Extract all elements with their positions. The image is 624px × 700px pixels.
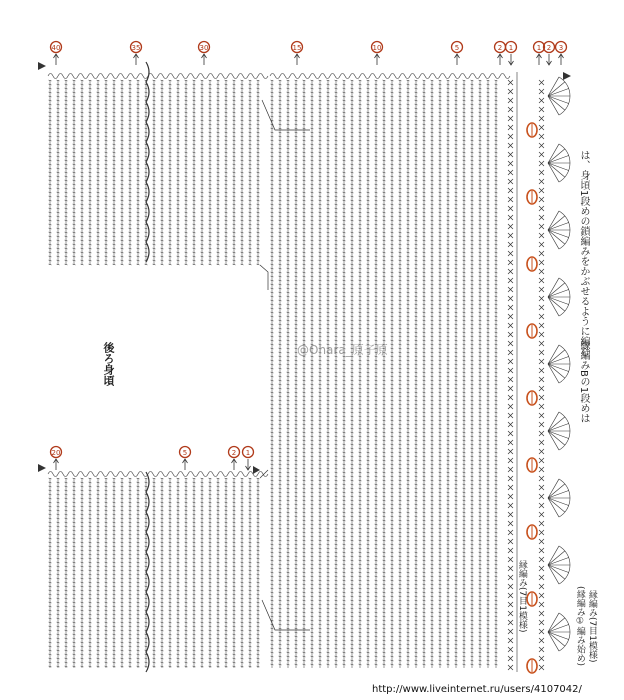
edge-x-stitch <box>508 224 513 229</box>
fan-shell-spoke <box>548 551 565 565</box>
fan-shell-spoke <box>548 163 565 177</box>
fan-shell-spoke <box>548 632 569 640</box>
fan-shell-spoke <box>548 565 559 584</box>
border-x-stitch <box>539 395 544 400</box>
fan-shell-spoke <box>548 297 565 311</box>
fan-shell <box>548 479 570 517</box>
fan-shell-spoke <box>548 624 569 632</box>
border-x-stitch <box>539 377 544 382</box>
fan-shell-spoke <box>548 297 559 316</box>
edge-x-stitch <box>508 611 513 616</box>
legend-edge-a: 縁編み(7目1模様) <box>516 560 527 633</box>
edge-x-stitch <box>508 116 513 121</box>
border-x-stitch <box>539 233 544 238</box>
edge-row-marker-label: 3 <box>558 44 564 52</box>
fan-shell-spoke <box>548 216 565 230</box>
edge-x-stitch <box>508 314 513 319</box>
border-x-stitch <box>539 638 544 643</box>
border-x-stitch <box>539 458 544 463</box>
border-x-stitch <box>539 404 544 409</box>
fan-shell-spoke <box>548 364 569 372</box>
edge-x-stitch <box>508 368 513 373</box>
edge-x-stitch <box>508 341 513 346</box>
edge-x-stitch <box>508 476 513 481</box>
fan-shell-spoke <box>548 230 569 238</box>
border-x-stitch <box>539 251 544 256</box>
edge-x-stitch <box>508 647 513 652</box>
lower-row-marker <box>180 447 191 471</box>
fan-shell-spoke <box>548 498 569 506</box>
edge-x-stitch <box>508 629 513 634</box>
start-triangle-icon <box>38 62 46 70</box>
border-x-stitch <box>539 314 544 319</box>
top-row-marker-label: 40 <box>51 44 61 52</box>
border-x-stitch <box>539 215 544 220</box>
border-x-stitch <box>539 485 544 490</box>
fan-shell-spoke <box>548 613 559 632</box>
fan-shell-spoke <box>548 96 559 115</box>
edge-x-stitch <box>508 404 513 409</box>
edge-x-stitch <box>508 350 513 355</box>
border-x-stitch <box>539 557 544 562</box>
edge-x-stitch <box>508 332 513 337</box>
border-x-stitch <box>539 260 544 265</box>
fan-shell-spoke <box>548 96 565 110</box>
border-x-stitch <box>539 116 544 121</box>
fan-shell-spoke <box>548 498 565 512</box>
fan-shell-spoke <box>548 77 559 96</box>
edge-x-stitch <box>508 98 513 103</box>
top-row-marker <box>452 42 463 66</box>
edge-x-stitch <box>508 287 513 292</box>
border-x-stitch <box>539 620 544 625</box>
border-x-stitch <box>539 125 544 130</box>
legend-line1: 縁編みBの1段めは <box>578 340 589 424</box>
fan-shell-spoke <box>548 412 559 431</box>
border-x-stitch <box>539 134 544 139</box>
border-x-stitch <box>539 152 544 157</box>
border-x-stitch <box>539 287 544 292</box>
edge-x-stitch <box>508 440 513 445</box>
border-x-stitch <box>539 188 544 193</box>
border-x-stitch <box>539 269 544 274</box>
lower-break-line <box>146 472 149 672</box>
border-x-stitch <box>539 143 544 148</box>
fan-shell-spoke <box>548 356 569 364</box>
upper-break-line <box>146 62 149 262</box>
edge-x-stitch <box>508 179 513 184</box>
border-x-stitch <box>539 494 544 499</box>
legend-pickup: 縁編み(7目1模様) <box>586 590 597 663</box>
border-x-stitch <box>539 170 544 175</box>
fan-shell-spoke <box>548 498 559 517</box>
border-x-stitch <box>539 647 544 652</box>
edge-x-stitch <box>508 296 513 301</box>
top-row-marker-label: 10 <box>372 44 382 52</box>
top-row-marker-label: 2 <box>497 44 503 52</box>
border-x-stitch <box>539 575 544 580</box>
edge-x-stitch <box>508 152 513 157</box>
border-x-stitch <box>539 350 544 355</box>
border-x-stitch <box>539 98 544 103</box>
edge-x-stitch <box>508 485 513 490</box>
edge-x-stitch <box>508 278 513 283</box>
edge-x-stitch <box>508 197 513 202</box>
fan-shell-spoke <box>548 417 565 431</box>
border-x-stitch <box>539 242 544 247</box>
border-x-stitch <box>539 584 544 589</box>
fan-shell-spoke <box>548 423 569 431</box>
fan-shell-spoke <box>548 632 559 651</box>
border-x-stitch <box>539 566 544 571</box>
main-chain-row <box>270 74 510 79</box>
border-x-stitch <box>539 413 544 418</box>
lower-chain-row <box>48 472 268 477</box>
border-x-stitch <box>539 629 544 634</box>
start-triangle-icon <box>38 464 46 472</box>
edge-x-stitch <box>508 665 513 670</box>
border-x-stitch <box>539 602 544 607</box>
border-x-stitch <box>539 431 544 436</box>
upper-chain-row <box>48 74 268 79</box>
fan-shell <box>548 278 570 316</box>
border-x-stitch <box>539 296 544 301</box>
edge-row-marker <box>544 42 555 66</box>
edge-x-stitch <box>508 107 513 112</box>
fan-shell-spoke <box>548 297 569 305</box>
fan-shell <box>548 211 570 249</box>
edge-x-stitch <box>508 449 513 454</box>
edge-x-stitch <box>508 467 513 472</box>
lower-row-marker-label: 2 <box>231 449 237 457</box>
top-row-marker <box>131 42 142 66</box>
edge-x-stitch <box>508 206 513 211</box>
edge-row-marker <box>534 42 545 66</box>
border-x-stitch <box>539 593 544 598</box>
edge-x-stitch <box>508 458 513 463</box>
fan-shell-spoke <box>548 484 565 498</box>
edge-x-stitch <box>508 188 513 193</box>
fan-shell-spoke <box>548 431 569 439</box>
border-x-stitch <box>539 665 544 670</box>
border-x-stitch <box>539 386 544 391</box>
fan-shell-spoke <box>548 546 559 565</box>
top-row-marker-label: 35 <box>131 44 141 52</box>
fan-shell-spoke <box>548 557 569 565</box>
top-row-marker-label: 30 <box>199 44 209 52</box>
fan-shell-spoke <box>548 278 559 297</box>
lower-row-marker <box>51 447 62 471</box>
fan-shell-spoke <box>548 490 569 498</box>
border-x-stitch <box>539 161 544 166</box>
edge-x-stitch <box>508 80 513 85</box>
border-x-stitch <box>539 476 544 481</box>
fan-shell-spoke <box>548 149 565 163</box>
shaping-path <box>262 100 310 630</box>
fan-shell-spoke <box>548 211 559 230</box>
fan-shell-spoke <box>548 431 565 445</box>
border-x-stitch <box>539 197 544 202</box>
border-x-stitch <box>539 368 544 373</box>
edge-x-stitch <box>508 422 513 427</box>
fan-shell-spoke <box>548 565 565 579</box>
stitch-grid <box>48 62 544 672</box>
edge-x-stitch <box>508 557 513 562</box>
source-url[interactable]: http://www.liveinternet.ru/users/4107042/ <box>372 684 582 695</box>
legend-start: (縁編み①編み始め) <box>574 586 585 667</box>
legend-bead-note: は、身頃1段めの鎖編みをかぶせるように編む <box>578 150 589 357</box>
watermark: @Ohara_原子原 <box>297 343 388 357</box>
chart-title: 後ろ身頃 <box>102 342 115 386</box>
edge-x-stitch <box>508 593 513 598</box>
edge-row-marker-label: 2 <box>546 44 552 52</box>
lower-row-marker-label: 5 <box>182 449 188 457</box>
fan-shell <box>548 412 570 450</box>
border-x-stitch <box>539 467 544 472</box>
edge-x-stitch <box>508 170 513 175</box>
edge-x-stitch <box>508 530 513 535</box>
shaping-path <box>260 265 268 478</box>
fan-shell-spoke <box>548 431 559 450</box>
edge-x-stitch <box>508 539 513 544</box>
edge-x-stitch <box>508 161 513 166</box>
edge-x-stitch <box>508 242 513 247</box>
edge-x-stitch <box>508 620 513 625</box>
top-row-marker <box>372 42 383 66</box>
fan-shell-spoke <box>548 289 569 297</box>
top-row-marker-label: 5 <box>454 44 460 52</box>
edge-x-stitch <box>508 638 513 643</box>
edge-x-stitch <box>508 143 513 148</box>
edge-x-stitch <box>508 494 513 499</box>
fan-shell-spoke <box>548 144 559 163</box>
fan-shell-spoke <box>548 155 569 163</box>
border-x-stitch <box>539 521 544 526</box>
edge-x-stitch <box>508 269 513 274</box>
border-x-stitch <box>539 440 544 445</box>
edge-x-stitch <box>508 413 513 418</box>
border-x-stitch <box>539 530 544 535</box>
edge-x-stitch <box>508 575 513 580</box>
border-x-stitch <box>539 611 544 616</box>
border-x-stitch <box>539 548 544 553</box>
top-row-marker-label: 15 <box>292 44 302 52</box>
fan-shell-spoke <box>548 222 569 230</box>
fan-shell-spoke <box>548 565 569 573</box>
edge-x-stitch <box>508 377 513 382</box>
fan-shell-spoke <box>548 618 565 632</box>
edge-row-marker <box>556 42 567 66</box>
border-x-stitch <box>539 179 544 184</box>
edge-x-stitch <box>508 233 513 238</box>
fan-shell <box>548 546 570 584</box>
border-x-stitch <box>539 323 544 328</box>
fan-shell-spoke <box>548 283 565 297</box>
top-row-marker <box>506 42 517 66</box>
lower-row-marker-label: 1 <box>245 449 251 457</box>
edge-x-stitch <box>508 566 513 571</box>
border-x-stitch <box>539 422 544 427</box>
border-x-stitch <box>539 89 544 94</box>
edge-x-stitch <box>508 584 513 589</box>
edge-x-stitch <box>508 656 513 661</box>
top-row-marker-label: 1 <box>508 44 514 52</box>
fan-shell-spoke <box>548 163 569 171</box>
fan-shell-spoke <box>548 632 565 646</box>
border-x-stitch <box>539 656 544 661</box>
fan-shell <box>548 144 570 182</box>
edge-x-stitch <box>508 431 513 436</box>
edge-x-stitch <box>508 521 513 526</box>
top-row-marker <box>495 42 506 66</box>
fan-shell-spoke <box>548 230 565 244</box>
border-x-stitch <box>539 332 544 337</box>
lower-row-marker <box>229 447 240 471</box>
edge-x-stitch <box>508 89 513 94</box>
edge-x-stitch <box>508 260 513 265</box>
fan-shell-spoke <box>548 230 559 249</box>
edge-x-stitch <box>508 215 513 220</box>
fan-shell-spoke <box>548 364 559 383</box>
fan-shell-spoke <box>548 96 569 104</box>
border-x-stitch <box>539 539 544 544</box>
edge-x-stitch <box>508 134 513 139</box>
fan-shell-spoke <box>548 350 565 364</box>
border-x-stitch <box>539 359 544 364</box>
border-x-stitch <box>539 512 544 517</box>
fan-shell-spoke <box>548 82 565 96</box>
fan-shell-spoke <box>548 88 569 96</box>
border-x-stitch <box>539 224 544 229</box>
border-x-stitch <box>539 206 544 211</box>
border-x-stitch <box>539 449 544 454</box>
border-x-stitch <box>539 305 544 310</box>
top-row-marker <box>51 42 62 66</box>
edge-x-stitch <box>508 323 513 328</box>
edge-x-stitch <box>508 305 513 310</box>
edge-row-marker-label: 1 <box>536 44 542 52</box>
fan-shell <box>548 345 570 383</box>
lower-row-marker <box>243 447 254 471</box>
lower-row-marker-label: 20 <box>51 449 61 457</box>
border-x-stitch <box>539 278 544 283</box>
border-x-stitch <box>539 503 544 508</box>
fan-shell-spoke <box>548 163 559 182</box>
top-row-marker <box>199 42 210 66</box>
fan-shell-spoke <box>548 345 559 364</box>
edge-x-stitch <box>508 602 513 607</box>
edge-x-stitch <box>508 125 513 130</box>
edge-x-stitch <box>508 503 513 508</box>
start-triangle-icon <box>563 72 571 80</box>
fan-shell-spoke <box>548 479 559 498</box>
edge-x-stitch <box>508 251 513 256</box>
edge-x-stitch <box>508 548 513 553</box>
edge-x-stitch <box>508 386 513 391</box>
fan-shell <box>548 613 570 651</box>
border-x-stitch <box>539 107 544 112</box>
edge-x-stitch <box>508 512 513 517</box>
fan-shell <box>548 77 570 115</box>
edge-x-stitch <box>508 395 513 400</box>
edge-x-stitch <box>508 359 513 364</box>
border-x-stitch <box>539 341 544 346</box>
top-row-marker <box>292 42 303 66</box>
fan-shell-spoke <box>548 364 565 378</box>
border-x-stitch <box>539 80 544 85</box>
